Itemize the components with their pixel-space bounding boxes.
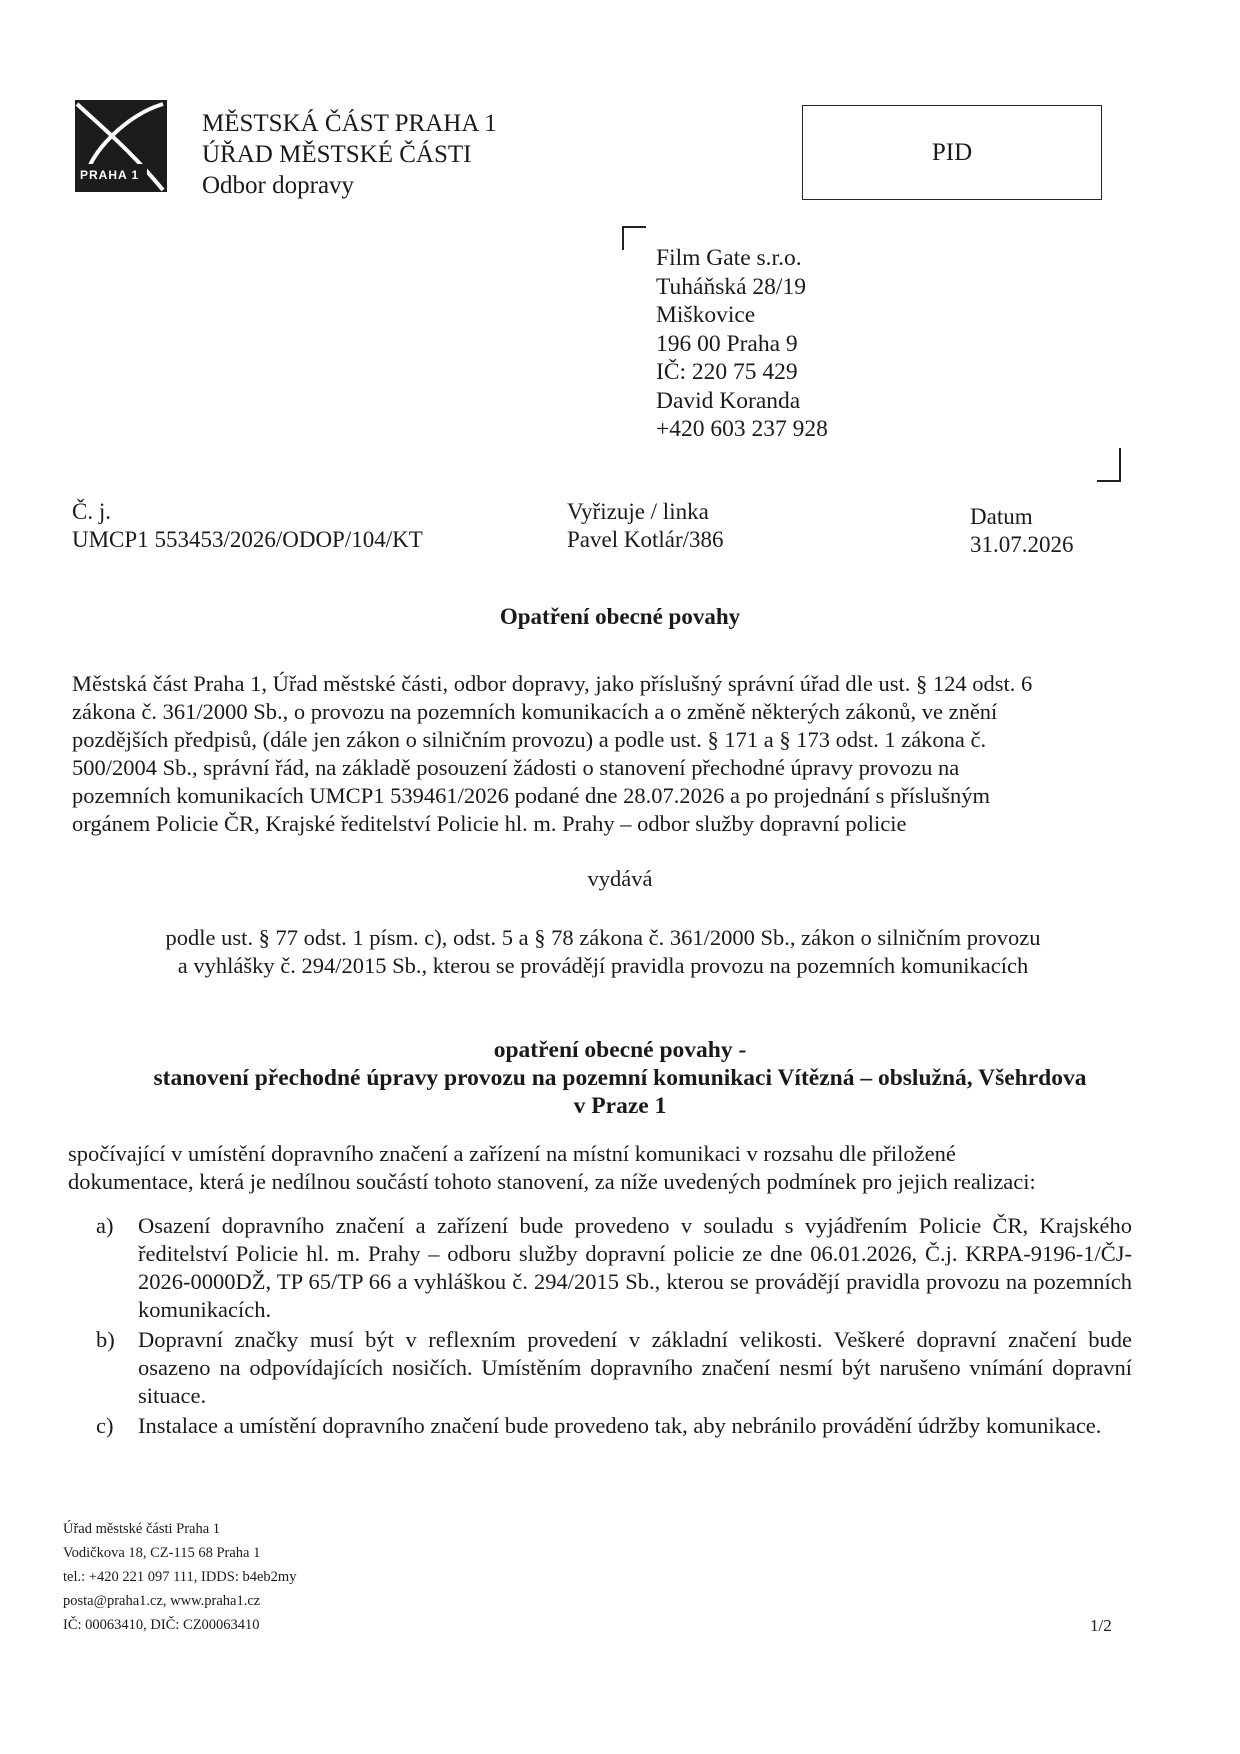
recipient-line: David Koranda <box>656 387 801 414</box>
condition-item <box>96 1326 1132 1410</box>
condition-text: Osazení dopravního značení a zařízení bude provedeno v souladu s vyjádřením Policie ČR, Krajského ředitelství Policie hl. m. Prahy – odboru služby dopravní policie ze dne 06.01.2026, Č.j. KRPA-9196-1/ČJ-2026-0000DŽ, TP 65/TP 66 a vyhláškou č. 294/2015 Sb., kterou se provádějí pravidla provozu na pozemních komunikacích. <box>138 1213 1132 1322</box>
footer-line: Vodičkova 18, CZ-115 68 Praha 1 <box>63 1545 261 1561</box>
footer-line: tel.: +420 221 097 111, IDDS: b4eb2my <box>63 1569 297 1585</box>
decision-title <box>0 1036 1240 1120</box>
recipient-line: IČ: 220 75 429 <box>656 359 798 385</box>
date-value: 31.07.2026 <box>970 532 1074 557</box>
intro-line: pozdějších předpisů, (dále jen zákon o silničním provozu) a podle ust. § 171 a § 173 odst. 1 zákona č. <box>72 727 987 752</box>
legal-basis <box>128 924 1078 980</box>
recipient-line: Miškovice <box>656 302 756 328</box>
intro-line: Městská část Praha 1, Úřad městské části, odbor dopravy, jako příslušný správní úřad dle ust. § 124 odst. 6 <box>72 671 1033 696</box>
body-paragraph <box>68 1140 1130 1196</box>
date-block <box>970 503 1074 559</box>
handler-value: Pavel Kotlár/386 <box>567 527 724 552</box>
condition-item <box>96 1412 1132 1440</box>
condition-marker: c) <box>96 1413 114 1438</box>
praha1-logo-graphic <box>75 100 167 192</box>
handler-label: Vyřizuje / linka <box>567 499 709 524</box>
decision-title-line: stanovení přechodné úpravy provozu na pozemní komunikaci Vítězná – obslužná, Všehrdova <box>153 1065 1087 1091</box>
org-office: ÚŘAD MĚSTSKÉ ČÁSTI <box>202 141 472 168</box>
recipient-line: 196 00 Praha 9 <box>656 330 798 357</box>
condition-text: Instalace a umístění dopravního značení bude provedeno tak, aby nebránilo provádění údržby komunikace. <box>138 1413 1102 1438</box>
footer-line: IČ: 00063410, DIČ: CZ00063410 <box>63 1617 260 1633</box>
body-line: dokumentace, která je nedílnou součástí tohoto stanovení, za níže uvedených podmínek pro jejich realizaci: <box>68 1169 1036 1194</box>
reference-label: Č. j. <box>72 499 111 524</box>
recipient-address <box>656 244 828 444</box>
decision-title-line: opatření obecné povahy - <box>493 1037 747 1063</box>
pid-label: PID <box>931 139 973 166</box>
handler-block <box>567 498 724 554</box>
condition-item <box>96 1212 1132 1324</box>
conditions-list <box>96 1212 1132 1442</box>
body-line: spočívající v umístění dopravního značení a zařízení na místní komunikaci v rozsahu dle přiložené <box>68 1141 956 1166</box>
date-label: Datum <box>970 504 1033 529</box>
org-name: MĚSTSKÁ ČÁST PRAHA 1 <box>202 110 497 137</box>
recipient-line: Film Gate s.r.o. <box>656 245 802 271</box>
page-number: 1/2 <box>1090 1616 1112 1635</box>
praha1-logo <box>75 100 167 192</box>
issues-word: vydává <box>587 866 653 891</box>
recipient-line: Tuháňská 28/19 <box>656 273 806 300</box>
intro-line: 500/2004 Sb., správní řád, na základě posouzení žádosti o stanovení přechodné úpravy provozu na <box>72 755 960 780</box>
document-title: Opatření obecné povahy <box>499 604 741 629</box>
condition-text: Dopravní značky musí být v reflexním provedení v základní velikosti. Veškeré dopravní značení bude osazeno na odpovídajících nosičích. Umístěním dopravního značení nesmí být narušeno vnímání dopravní situace. <box>138 1327 1132 1408</box>
intro-line: orgánem Policie ČR, Krajské ředitelství Policie hl. m. Prahy – odbor služby dopravní policie <box>72 811 907 836</box>
intro-line: pozemních komunikacích UMCP1 539461/2026 podané dne 28.07.2026 a po projednání s příslušným <box>72 783 991 808</box>
reference-number-block <box>72 498 423 554</box>
org-header <box>202 108 497 201</box>
legal-basis-line: podle ust. § 77 odst. 1 písm. c), odst. 5 a § 78 zákona č. 361/2000 Sb., zákon o silničním provozu <box>165 925 1041 950</box>
logo-text: PRAHA 1 <box>80 168 140 182</box>
address-corner-top-left <box>622 226 646 250</box>
intro-line: zákona č. 361/2000 Sb., o provozu na pozemních komunikacích a o změně některých zákonů, ve znění <box>72 699 998 724</box>
legal-basis-line: a vyhlášky č. 294/2015 Sb., kterou se provádějí pravidla provozu na pozemních komunikacích <box>177 953 1029 978</box>
org-department: Odbor dopravy <box>202 172 355 199</box>
pid-box <box>802 105 1102 200</box>
reference-value: UMCP1 553453/2026/ODOP/104/KT <box>72 527 423 552</box>
recipient-line: +420 603 237 928 <box>656 416 828 442</box>
decision-title-line: v Praze 1 <box>573 1093 667 1119</box>
footer-line: Úřad městské části Praha 1 <box>63 1521 221 1537</box>
condition-marker: a) <box>96 1213 114 1238</box>
footer-line: posta@praha1.cz, www.praha1.cz <box>63 1593 261 1609</box>
address-corner-bottom-right <box>1097 448 1121 482</box>
condition-marker: b) <box>96 1327 115 1352</box>
intro-paragraph <box>72 670 1130 838</box>
footer-contact <box>63 1517 296 1637</box>
